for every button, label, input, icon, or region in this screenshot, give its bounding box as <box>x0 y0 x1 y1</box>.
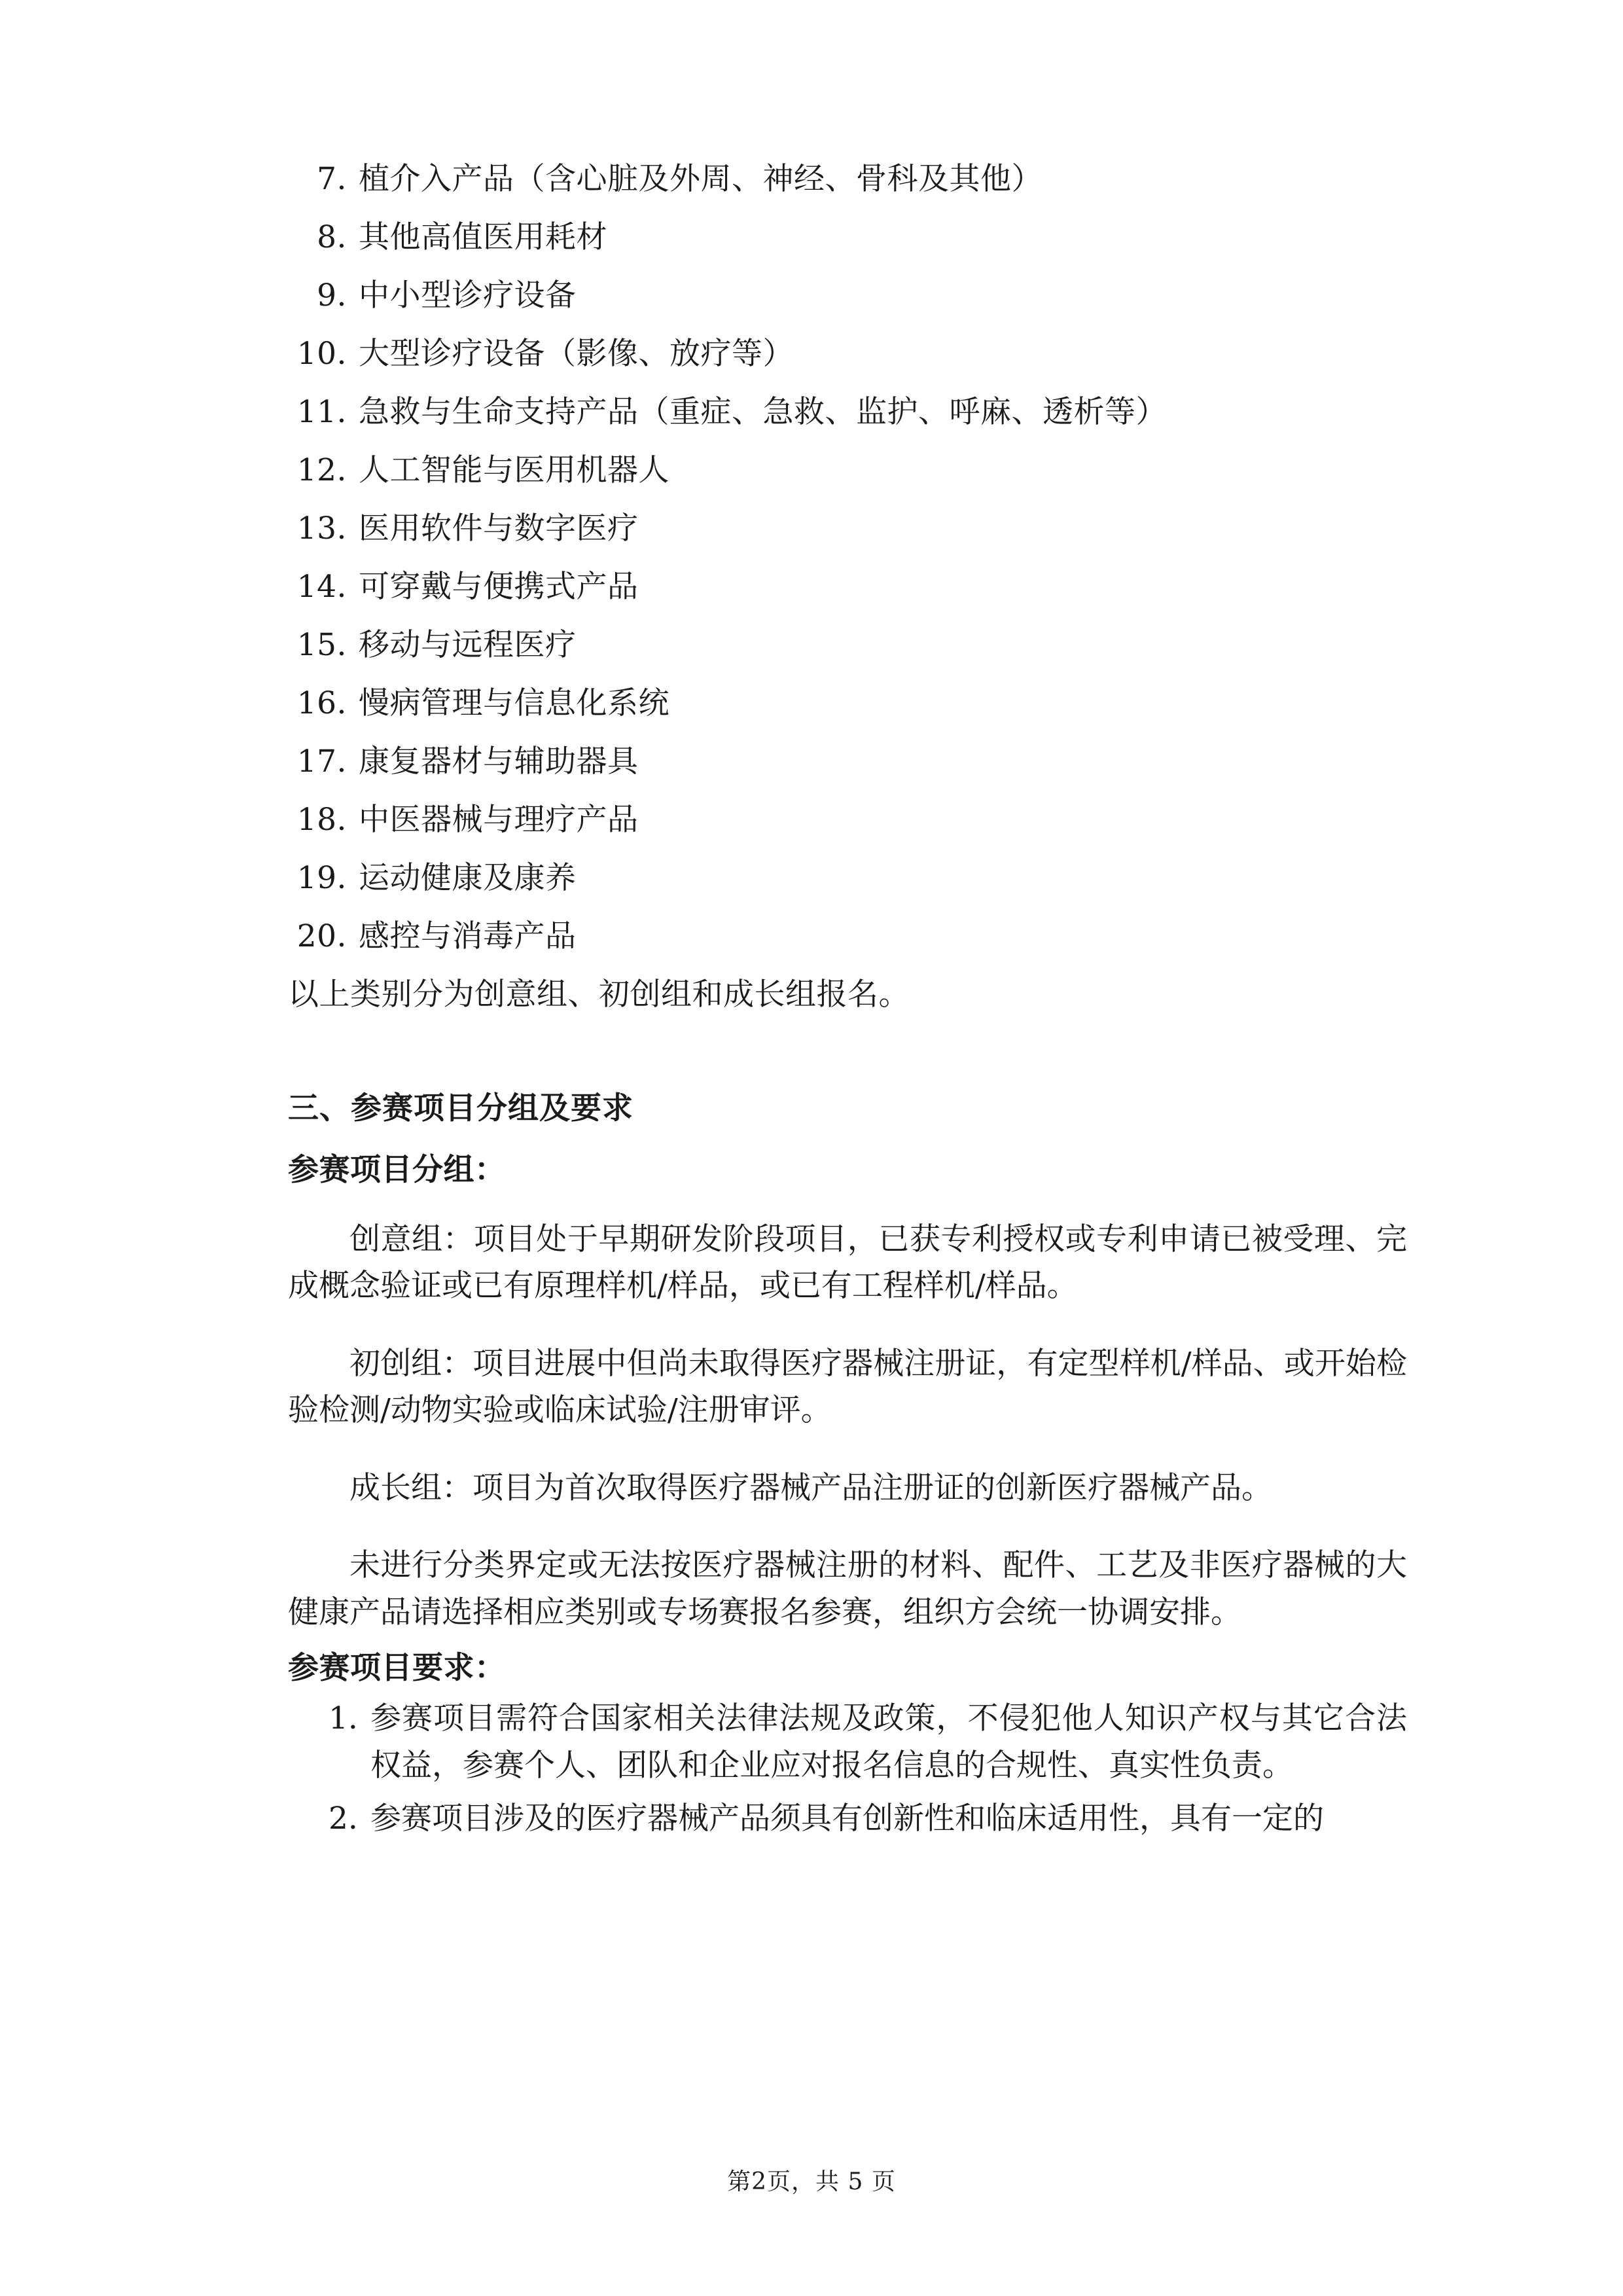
requirement-text: 参赛项目涉及的医疗器械产品须具有创新性和临床适用性，具有一定的 <box>370 1800 1324 1837</box>
list-item-label: 人工智能与医用机器人 <box>359 452 669 488</box>
list-item-number: 9. <box>317 278 347 314</box>
category-list <box>288 161 1407 954</box>
list-item-label: 可穿戴与便携式产品 <box>359 569 639 605</box>
list-item-number: 10. <box>296 336 347 372</box>
section-spacer <box>288 1010 1407 1067</box>
list-item-number: 15. <box>296 627 347 663</box>
list-item-label: 植介入产品（含心脏及外周、神经、骨科及其他） <box>359 161 1043 197</box>
grouping-paragraph: 成长组：项目为首次取得医疗器械产品注册证的创新医疗器械产品。 <box>349 1469 1272 1506</box>
list-item <box>288 278 1407 314</box>
list-item-number: 16. <box>296 685 347 721</box>
list-item-number: 7. <box>317 161 347 197</box>
list-item <box>288 860 1407 896</box>
list-item <box>288 627 1407 663</box>
categories-note: 以上类别分为创意组、初创组和成长组报名。 <box>288 977 910 1013</box>
requirement-item <box>288 1795 1407 1842</box>
requirement-text: 参赛项目需符合国家相关法律法规及政策，不侵犯他人知识产权与其它合法权益，参赛个人、团队和企业应对报名信息的合规性、真实性负责。 <box>370 1700 1407 1784</box>
requirement-item <box>288 1695 1407 1789</box>
list-item <box>288 452 1407 488</box>
list-item <box>288 394 1407 430</box>
grouping-heading: 参赛项目分组： <box>288 1152 506 1188</box>
list-item <box>288 511 1407 547</box>
list-item <box>288 336 1407 372</box>
list-item-number: 8. <box>317 219 347 255</box>
page-footer: 第2页，共 5 页 <box>727 2168 896 2195</box>
requirement-number: 2. <box>329 1800 358 1837</box>
list-item-label: 医用软件与数字医疗 <box>359 511 639 547</box>
list-item-number: 13. <box>296 511 347 547</box>
list-item-label: 康复器材与辅助器具 <box>359 744 639 780</box>
list-item-label: 大型诊疗设备（影像、放疗等） <box>359 336 794 372</box>
grouping-paragraph: 初创组：项目进展中但尚未取得医疗器械注册证，有定型样机/样品、或开始检验检测/动物实验或临床试验/注册审评。 <box>288 1345 1407 1429</box>
section-heading: 三、参赛项目分组及要求 <box>288 1090 633 1126</box>
list-item <box>288 685 1407 721</box>
grouping-paragraph: 未进行分类界定或无法按医疗器械注册的材料、配件、工艺及非医疗器械的大健康产品请选择相应类别或专场赛报名参赛，组织方会统一协调安排。 <box>288 1547 1407 1630</box>
list-item <box>288 219 1407 255</box>
list-item-number: 18. <box>296 802 347 838</box>
list-item-label: 运动健康及康养 <box>359 860 577 896</box>
requirements-heading: 参赛项目要求： <box>288 1650 506 1687</box>
list-item-label: 移动与远程医疗 <box>359 627 577 663</box>
list-item <box>288 161 1407 197</box>
list-item-number: 19. <box>296 860 347 896</box>
list-item <box>288 744 1407 780</box>
document-body <box>288 161 1407 1842</box>
list-item-label: 其他高值医用耗材 <box>359 219 607 255</box>
list-item-number: 20. <box>296 918 347 954</box>
list-item-number: 12. <box>296 452 347 488</box>
list-item-number: 17. <box>296 744 347 780</box>
requirement-number: 1. <box>329 1700 358 1737</box>
list-item-label: 中小型诊疗设备 <box>359 278 577 314</box>
list-item-label: 感控与消毒产品 <box>359 918 577 954</box>
list-item-label: 急救与生命支持产品（重症、急救、监护、呼麻、透析等） <box>359 394 1167 430</box>
list-item-label: 慢病管理与信息化系统 <box>359 685 669 721</box>
list-item <box>288 569 1407 605</box>
list-item-number: 14. <box>296 569 347 605</box>
list-item-label: 中医器械与理疗产品 <box>359 802 639 838</box>
list-item-number: 11. <box>296 394 347 430</box>
list-item <box>288 802 1407 838</box>
list-item <box>288 918 1407 954</box>
grouping-paragraph: 创意组：项目处于早期研发阶段项目，已获专利授权或专利申请已被受理、完成概念验证或已有原理样机/样品，或已有工程样机/样品。 <box>288 1221 1407 1304</box>
